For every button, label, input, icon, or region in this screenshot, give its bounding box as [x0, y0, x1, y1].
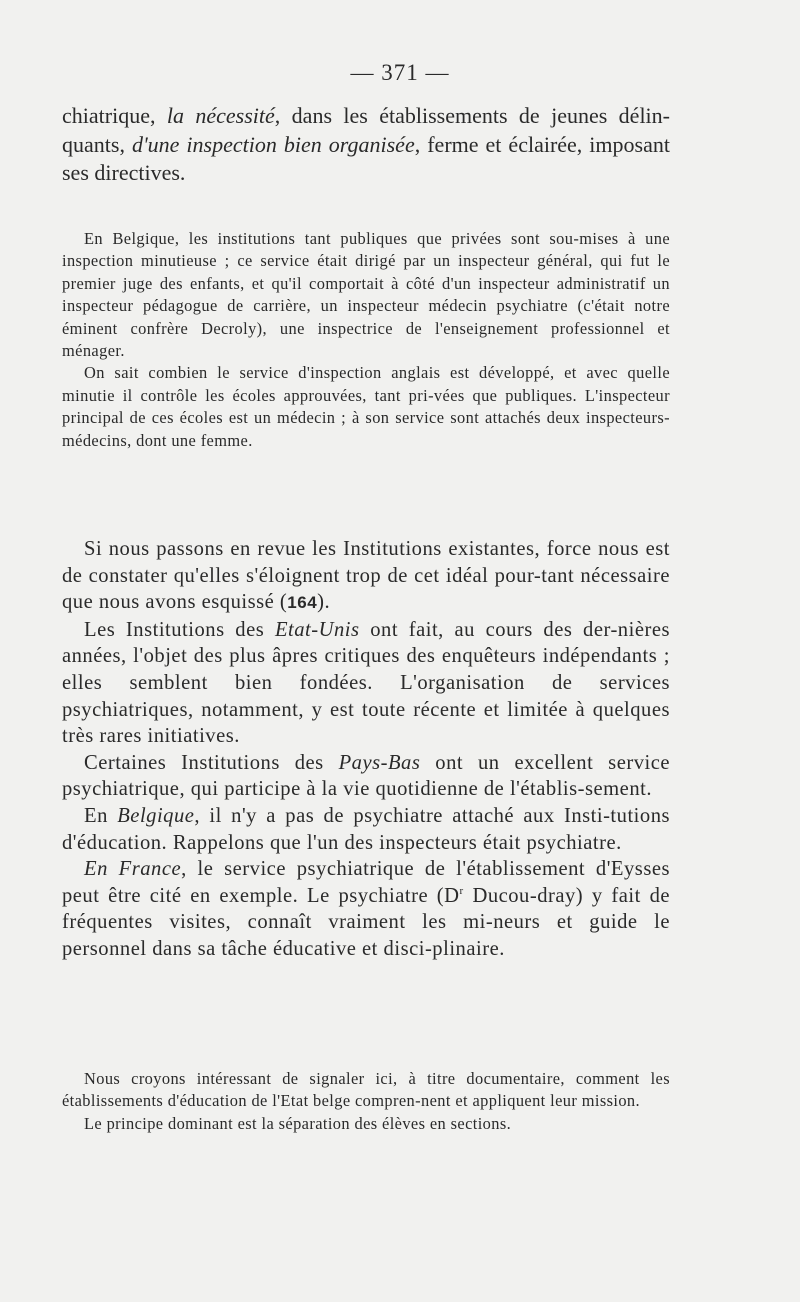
paragraph-netherlands [62, 750, 670, 803]
note-top [62, 228, 670, 452]
reference-number: 164 [287, 593, 318, 613]
paragraph-text: , il n'y a pas de psychiatre attaché aux Insti-tutions d'éducation. Rappelons que l'un des inspecteurs était psychiatre. [62, 804, 671, 854]
opening-text-part: , ferme et éclairée, imposant ses directives. [62, 131, 670, 185]
page-number: — 371 — [350, 60, 450, 85]
note-paragraph-principle: Le principe dominant est la séparation des élèves en sections. [84, 1113, 512, 1133]
paragraph-text: Les Institutions des [84, 618, 275, 641]
opening-emphasis: la nécessité [166, 103, 275, 128]
paragraph-text: Certaines Institutions des [84, 751, 339, 774]
opening-text-part: chiatrique, [62, 103, 167, 128]
opening-text [62, 102, 670, 188]
country-emphasis: Etat-Unis [274, 618, 360, 641]
note-bottom [62, 1068, 670, 1135]
paragraph-text: , le service psychiatrique de l'établissement d'Eysses peut être cité en exemple. Le psychiatre (D [62, 858, 670, 907]
opening-paragraph [62, 102, 670, 188]
country-emphasis: Pays-Bas [338, 751, 421, 774]
paragraph-institutions [62, 536, 670, 617]
paragraph-belgium [62, 803, 670, 856]
country-emphasis: En France [84, 858, 182, 881]
paragraph-text: En [84, 804, 118, 827]
paragraph-france [62, 856, 670, 962]
country-emphasis: Belgique [117, 804, 195, 827]
note-paragraph-belgium: En Belgique, les institutions tant publiques que privées sont sou-mises à une inspection minutieuse ; ce service était dirigé par un inspecteur général, qui fut le premier juge des enfants, et qu'il comportait à côté d'un inspecteur administratif un inspecteur pédagogue de carrière, un inspecteur médecin psychiatre (c'était notre éminent confrère Decroly), une inspectrice de l'enseignement professionnel et ménager. [62, 229, 670, 361]
note-paragraph-england: On sait combien le service d'inspection anglais est développé, et avec quelle minutie il contrôle les écoles approuvées, tant pri-vées que publiques. L'inspecteur principal de ces écoles est un médecin ; à son service sont attachés deux inspecteurs-médecins, dont une femme. [62, 363, 670, 450]
paragraph-text: Ducou-dray) y fait de fréquentes visites, connaît vraiment les mi-neurs et guide le personnel dans sa tâche éducative et disci-plinaire. [62, 884, 671, 960]
superscript: r [459, 884, 464, 897]
opening-text-part: , dans les établissements de jeunes délin-quants, [62, 103, 670, 157]
main-text [62, 536, 670, 963]
paragraph-united-states [62, 617, 670, 750]
note-paragraph-documentary: Nous croyons intéressant de signaler ici, à titre documentaire, comment les établissements d'éducation de l'Etat belge compren-nent et appliquent leur mission. [62, 1069, 670, 1111]
paragraph-text: ont un excellent service psychiatrique, qui participe à la vie quotidienne de l'établis-sement. [62, 751, 670, 801]
opening-emphasis: d'une inspection bien organisée [131, 131, 415, 157]
paragraph-text: ont fait, au cours des der-nières années, l'objet des plus âpres critiques des enquêteurs indépendants ; elles semblent bien fondées. L'organisation de services psychiatriques, notamment, y est toute récente et limitée à quelques très rares initiatives. [62, 618, 670, 748]
paragraph-text: Si nous passons en revue les Institutions existantes, force nous est de constater qu'elles s'éloignent trop de cet idéal pour-tant nécessaire que nous avons esquissé ( [62, 538, 670, 614]
paragraph-text: ). [317, 591, 331, 614]
